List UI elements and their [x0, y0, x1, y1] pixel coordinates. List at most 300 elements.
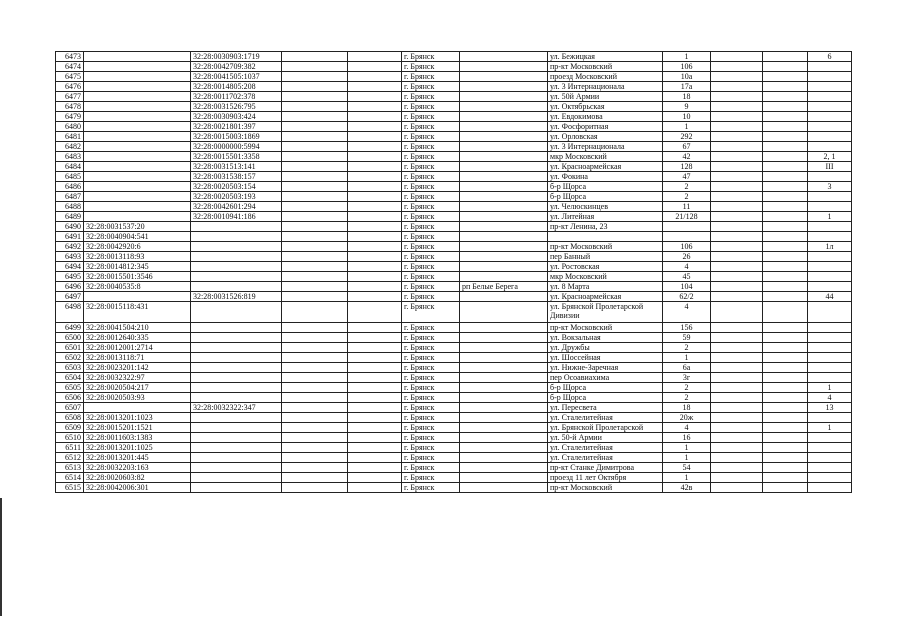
cadastral-number-building: 32:28:0031526:819 [191, 292, 282, 302]
street: проезд Московский [548, 72, 663, 82]
house-number: 54 [663, 463, 711, 473]
house-number: 11 [663, 202, 711, 212]
empty-cell [348, 282, 402, 292]
table-row [56, 393, 852, 403]
street: пр-кт Московский [548, 323, 663, 333]
city: г. Брянск [402, 353, 460, 363]
locality [460, 393, 548, 403]
scan-edge-mark [0, 498, 2, 616]
record-number: 6501 [56, 343, 84, 353]
cadastral-number-building [191, 443, 282, 453]
empty-cell [763, 272, 808, 282]
table-row [56, 222, 852, 232]
empty-cell [282, 413, 348, 423]
record-number: 6488 [56, 202, 84, 212]
table-row [56, 72, 852, 82]
table-row [56, 453, 852, 463]
record-number: 6480 [56, 122, 84, 132]
record-number: 6503 [56, 363, 84, 373]
apartment-number [808, 433, 852, 443]
empty-cell [348, 373, 402, 383]
cadastral-number-building: 32:28:0021801:397 [191, 122, 282, 132]
locality: рп Белые Берега [460, 282, 548, 292]
empty-cell [348, 162, 402, 172]
table-body [56, 52, 852, 493]
house-number: 6а [663, 363, 711, 373]
empty-cell [348, 353, 402, 363]
empty-cell [348, 272, 402, 282]
cadastral-number-land: 32:28:0013118:71 [84, 353, 191, 363]
empty-cell [282, 122, 348, 132]
city: г. Брянск [402, 142, 460, 152]
house-number: 45 [663, 272, 711, 282]
empty-cell [282, 222, 348, 232]
table-row [56, 423, 852, 433]
street: мкр Московский [548, 152, 663, 162]
cadastral-number-building: 32:28:0031538:157 [191, 172, 282, 182]
empty-cell [348, 473, 402, 483]
empty-cell [711, 162, 763, 172]
empty-cell [282, 373, 348, 383]
empty-cell [282, 172, 348, 182]
empty-cell [763, 473, 808, 483]
empty-cell [282, 252, 348, 262]
house-number: 67 [663, 142, 711, 152]
table-row [56, 433, 852, 443]
empty-cell [763, 242, 808, 252]
empty-cell [763, 453, 808, 463]
cadastral-number-building: 32:28:0030903:424 [191, 112, 282, 122]
record-number: 6491 [56, 232, 84, 242]
cadastral-number-land: 32:28:0015501:3546 [84, 272, 191, 282]
city: г. Брянск [402, 162, 460, 172]
locality [460, 302, 548, 323]
empty-cell [763, 252, 808, 262]
city: г. Брянск [402, 52, 460, 62]
empty-cell [763, 393, 808, 403]
record-number: 6504 [56, 373, 84, 383]
house-number: 42в [663, 483, 711, 493]
locality [460, 262, 548, 272]
street: мкр Московский [548, 272, 663, 282]
house-number: 106 [663, 62, 711, 72]
city: г. Брянск [402, 262, 460, 272]
cadastral-number-building [191, 343, 282, 353]
document-page [55, 51, 852, 493]
cadastral-number-building: 32:28:0020503:193 [191, 192, 282, 202]
cadastral-number-land [84, 162, 191, 172]
locality [460, 483, 548, 493]
table-row [56, 483, 852, 493]
street: ул. Фокина [548, 172, 663, 182]
empty-cell [711, 62, 763, 72]
empty-cell [282, 52, 348, 62]
locality [460, 172, 548, 182]
empty-cell [348, 333, 402, 343]
empty-cell [348, 102, 402, 112]
table-row [56, 363, 852, 373]
apartment-number [808, 262, 852, 272]
cadastral-number-land: 32:28:0012001:2714 [84, 343, 191, 353]
empty-cell [711, 202, 763, 212]
street: проезд 11 лет Октября [548, 473, 663, 483]
empty-cell [711, 262, 763, 272]
empty-cell [711, 433, 763, 443]
apartment-number [808, 363, 852, 373]
empty-cell [282, 302, 348, 323]
street: ул. Фосфоритная [548, 122, 663, 132]
city: г. Брянск [402, 112, 460, 122]
city: г. Брянск [402, 302, 460, 323]
city: г. Брянск [402, 453, 460, 463]
empty-cell [763, 52, 808, 62]
empty-cell [763, 383, 808, 393]
empty-cell [282, 363, 348, 373]
street: ул. Сталелитейная [548, 443, 663, 453]
empty-cell [348, 302, 402, 323]
record-number: 6512 [56, 453, 84, 463]
cadastral-number-building: 32:28:0041505:1037 [191, 72, 282, 82]
empty-cell [348, 122, 402, 132]
apartment-number: 1 [808, 383, 852, 393]
street: ул. Красноармейская [548, 292, 663, 302]
apartment-number: 1 [808, 423, 852, 433]
empty-cell [348, 383, 402, 393]
table-row [56, 62, 852, 72]
empty-cell [282, 423, 348, 433]
table-row [56, 132, 852, 142]
city: г. Брянск [402, 483, 460, 493]
record-number: 6502 [56, 353, 84, 363]
apartment-number [808, 413, 852, 423]
city: г. Брянск [402, 172, 460, 182]
city: г. Брянск [402, 152, 460, 162]
apartment-number [808, 172, 852, 182]
city: г. Брянск [402, 132, 460, 142]
cadastral-number-land: 32:28:0013201:1025 [84, 443, 191, 453]
city: г. Брянск [402, 292, 460, 302]
table-row [56, 82, 852, 92]
locality [460, 82, 548, 92]
empty-cell [711, 52, 763, 62]
cadastral-number-building [191, 262, 282, 272]
locality [460, 212, 548, 222]
table-row [56, 172, 852, 182]
table-row [56, 232, 852, 242]
locality [460, 232, 548, 242]
record-number: 6486 [56, 182, 84, 192]
empty-cell [763, 373, 808, 383]
street: ул. Вокзальная [548, 333, 663, 343]
house-number [663, 232, 711, 242]
empty-cell [348, 202, 402, 212]
apartment-number [808, 222, 852, 232]
cadastral-number-building: 32:28:0031513:141 [191, 162, 282, 172]
empty-cell [711, 393, 763, 403]
empty-cell [282, 292, 348, 302]
empty-cell [348, 232, 402, 242]
house-number: 128 [663, 162, 711, 172]
street: пр-кт Московский [548, 242, 663, 252]
cadastral-number-land [84, 132, 191, 142]
record-number: 6510 [56, 433, 84, 443]
city: г. Брянск [402, 232, 460, 242]
city: г. Брянск [402, 363, 460, 373]
house-number: 26 [663, 252, 711, 262]
city: г. Брянск [402, 212, 460, 222]
empty-cell [348, 443, 402, 453]
apartment-number [808, 483, 852, 493]
table-row [56, 162, 852, 172]
house-number: 20ж [663, 413, 711, 423]
empty-cell [282, 112, 348, 122]
apartment-number [808, 463, 852, 473]
street: пр-кт Станке Димитрова [548, 463, 663, 473]
cadastral-number-building: 32:28:0031526:795 [191, 102, 282, 112]
cadastral-number-land: 32:28:0042006:301 [84, 483, 191, 493]
house-number: 292 [663, 132, 711, 142]
cadastral-number-land [84, 52, 191, 62]
cadastral-number-land: 32:28:0023201:142 [84, 363, 191, 373]
empty-cell [711, 463, 763, 473]
empty-cell [282, 92, 348, 102]
apartment-number [808, 72, 852, 82]
city: г. Брянск [402, 383, 460, 393]
empty-cell [763, 192, 808, 202]
apartment-number [808, 333, 852, 343]
empty-cell [348, 182, 402, 192]
cadastral-number-land [84, 112, 191, 122]
house-number: 4 [663, 302, 711, 323]
empty-cell [763, 282, 808, 292]
empty-cell [711, 152, 763, 162]
house-number: 16 [663, 433, 711, 443]
empty-cell [763, 62, 808, 72]
street: б-р Щорса [548, 383, 663, 393]
apartment-number [808, 122, 852, 132]
record-number: 6476 [56, 82, 84, 92]
street: ул. Литейная [548, 212, 663, 222]
empty-cell [282, 463, 348, 473]
locality [460, 423, 548, 433]
empty-cell [763, 423, 808, 433]
apartment-number: 1 [808, 212, 852, 222]
street [548, 232, 663, 242]
apartment-number [808, 373, 852, 383]
house-number: 104 [663, 282, 711, 292]
cadastral-number-land: 32:28:0031537:20 [84, 222, 191, 232]
empty-cell [348, 252, 402, 262]
empty-cell [763, 343, 808, 353]
locality [460, 62, 548, 72]
table-row [56, 383, 852, 393]
table-row [56, 323, 852, 333]
record-number: 6515 [56, 483, 84, 493]
cadastral-number-land [84, 82, 191, 92]
locality [460, 242, 548, 252]
apartment-number [808, 453, 852, 463]
empty-cell [711, 112, 763, 122]
cadastral-number-land [84, 182, 191, 192]
table-row [56, 282, 852, 292]
city: г. Брянск [402, 403, 460, 413]
empty-cell [348, 172, 402, 182]
cadastral-number-land: 32:28:0015118:431 [84, 302, 191, 323]
locality [460, 72, 548, 82]
empty-cell [711, 102, 763, 112]
cadastral-number-building [191, 272, 282, 282]
apartment-number [808, 92, 852, 102]
locality [460, 202, 548, 212]
empty-cell [763, 212, 808, 222]
cadastral-number-building [191, 363, 282, 373]
locality [460, 112, 548, 122]
record-number: 6513 [56, 463, 84, 473]
house-number: 18 [663, 92, 711, 102]
empty-cell [348, 433, 402, 443]
house-number: 1 [663, 353, 711, 363]
empty-cell [282, 142, 348, 152]
city: г. Брянск [402, 473, 460, 483]
table-row [56, 202, 852, 212]
street: пер Банный [548, 252, 663, 262]
house-number [663, 222, 711, 232]
locality [460, 292, 548, 302]
empty-cell [348, 222, 402, 232]
cadastral-number-land [84, 192, 191, 202]
empty-cell [763, 92, 808, 102]
house-number: 156 [663, 323, 711, 333]
house-number: 1 [663, 453, 711, 463]
empty-cell [348, 132, 402, 142]
empty-cell [711, 82, 763, 92]
table-row [56, 353, 852, 363]
empty-cell [282, 182, 348, 192]
record-number: 6514 [56, 473, 84, 483]
table-row [56, 182, 852, 192]
cadastral-number-building [191, 473, 282, 483]
street: ул. Ростовская [548, 262, 663, 272]
street: ул. Орловская [548, 132, 663, 142]
city: г. Брянск [402, 92, 460, 102]
cadastral-number-building [191, 483, 282, 493]
apartment-number [808, 202, 852, 212]
empty-cell [763, 222, 808, 232]
city: г. Брянск [402, 82, 460, 92]
empty-cell [348, 343, 402, 353]
apartment-number: 44 [808, 292, 852, 302]
house-number: 4 [663, 262, 711, 272]
property-register-table [55, 51, 852, 493]
apartment-number [808, 82, 852, 92]
locality [460, 433, 548, 443]
cadastral-number-land: 32:28:0013201:1023 [84, 413, 191, 423]
locality [460, 443, 548, 453]
table-row [56, 443, 852, 453]
house-number: 10а [663, 72, 711, 82]
table-row [56, 302, 852, 323]
cadastral-number-building [191, 282, 282, 292]
empty-cell [763, 443, 808, 453]
street: ул. 3 Интернационала [548, 82, 663, 92]
record-number: 6494 [56, 262, 84, 272]
empty-cell [282, 202, 348, 212]
house-number: 2 [663, 393, 711, 403]
record-number: 6499 [56, 323, 84, 333]
table-row [56, 52, 852, 62]
locality [460, 182, 548, 192]
apartment-number: 2, 1 [808, 152, 852, 162]
empty-cell [763, 323, 808, 333]
street: б-р Щорса [548, 192, 663, 202]
empty-cell [711, 72, 763, 82]
locality [460, 453, 548, 463]
locality [460, 142, 548, 152]
house-number: 3г [663, 373, 711, 383]
cadastral-number-land [84, 102, 191, 112]
table-row [56, 112, 852, 122]
empty-cell [282, 383, 348, 393]
cadastral-number-building: 32:28:0042709:382 [191, 62, 282, 72]
empty-cell [711, 232, 763, 242]
cadastral-number-land: 32:28:0020603:82 [84, 473, 191, 483]
street: ул. Октябрьская [548, 102, 663, 112]
record-number: 6492 [56, 242, 84, 252]
empty-cell [763, 483, 808, 493]
table-row [56, 252, 852, 262]
empty-cell [763, 102, 808, 112]
apartment-number: 3 [808, 182, 852, 192]
city: г. Брянск [402, 423, 460, 433]
table-row [56, 333, 852, 343]
cadastral-number-building [191, 353, 282, 363]
table-row [56, 242, 852, 252]
cadastral-number-building [191, 393, 282, 403]
apartment-number [808, 132, 852, 142]
city: г. Брянск [402, 182, 460, 192]
cadastral-number-land [84, 292, 191, 302]
empty-cell [282, 323, 348, 333]
apartment-number [808, 323, 852, 333]
cadastral-number-land: 32:28:0020504:217 [84, 383, 191, 393]
cadastral-number-building: 32:28:0042601:294 [191, 202, 282, 212]
street: ул. Красноармейская [548, 162, 663, 172]
cadastral-number-land [84, 152, 191, 162]
table-row [56, 152, 852, 162]
cadastral-number-land: 32:28:0032322:97 [84, 373, 191, 383]
city: г. Брянск [402, 443, 460, 453]
empty-cell [763, 433, 808, 443]
empty-cell [711, 172, 763, 182]
city: г. Брянск [402, 122, 460, 132]
empty-cell [282, 72, 348, 82]
locality [460, 252, 548, 262]
empty-cell [348, 112, 402, 122]
record-number: 6473 [56, 52, 84, 62]
apartment-number [808, 473, 852, 483]
apartment-number [808, 192, 852, 202]
city: г. Брянск [402, 272, 460, 282]
locality [460, 152, 548, 162]
empty-cell [711, 363, 763, 373]
street: ул. Челюскинцев [548, 202, 663, 212]
locality [460, 222, 548, 232]
cadastral-number-land [84, 212, 191, 222]
empty-cell [763, 202, 808, 212]
house-number: 1 [663, 473, 711, 483]
locality [460, 413, 548, 423]
empty-cell [282, 443, 348, 453]
